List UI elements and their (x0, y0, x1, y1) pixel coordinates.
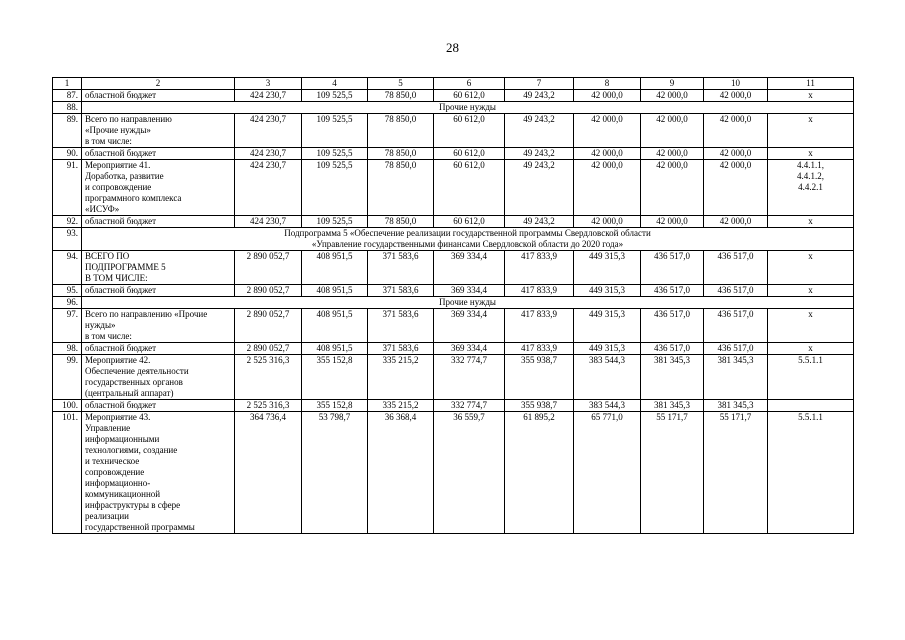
value-cell: 449 315,3 (574, 285, 641, 297)
table-row (53, 216, 854, 228)
value-cell: 364 736,4 (235, 412, 302, 534)
value-cell: 2 890 052,7 (235, 309, 302, 343)
value-cell: 36 559,7 (434, 412, 505, 534)
value-cell: 42 000,0 (704, 216, 768, 228)
item-name-line: ВСЕГО ПО (85, 251, 130, 261)
value-cell: 109 525,5 (302, 114, 368, 148)
reference-cell (768, 285, 854, 297)
column-header: 11 (768, 78, 854, 90)
value-cell: 60 612,0 (434, 90, 505, 102)
table-row (53, 251, 854, 285)
value-cell: 383 544,3 (574, 355, 641, 400)
value-cell: 436 517,0 (641, 309, 704, 343)
value-cell: 417 833,9 (505, 309, 574, 343)
value-cell: 449 315,3 (574, 309, 641, 343)
value-cell: 408 951,5 (302, 285, 368, 297)
item-name (82, 148, 235, 160)
value-cell: 60 612,0 (434, 148, 505, 160)
item-name-line: реализации (85, 511, 129, 521)
item-name-line: областной бюджет (85, 343, 157, 353)
table-row (53, 148, 854, 160)
column-header: 6 (434, 78, 505, 90)
value-cell: 449 315,3 (574, 251, 641, 285)
value-cell: 436 517,0 (641, 285, 704, 297)
value-cell: 335 215,2 (368, 400, 434, 412)
value-cell: 369 334,4 (434, 285, 505, 297)
item-name-line: информационными (85, 434, 160, 444)
item-name (82, 355, 235, 400)
reference-line: 4.4.2.1 (798, 182, 823, 192)
value-cell: 42 000,0 (574, 216, 641, 228)
value-cell: 42 000,0 (704, 148, 768, 160)
value-cell: 2 890 052,7 (235, 343, 302, 355)
item-name-line: в том числе: (85, 136, 132, 146)
row-number: 93. (53, 228, 82, 251)
value-cell: 42 000,0 (704, 114, 768, 148)
section-title-line: Подпрограмма 5 «Обеспечение реализации государственной программы Свердловской области (284, 228, 651, 238)
value-cell: 381 345,3 (641, 400, 704, 412)
item-name-line: государственной программы (85, 522, 195, 532)
value-cell: 42 000,0 (704, 90, 768, 102)
value-cell: 55 171,7 (704, 412, 768, 534)
reference-line: 4.4.1.1, (797, 160, 824, 170)
row-number: 92. (53, 216, 82, 228)
item-name-line: государственных органов (85, 377, 183, 387)
value-cell: 369 334,4 (434, 343, 505, 355)
value-cell: 42 000,0 (574, 160, 641, 216)
item-name (82, 343, 235, 355)
value-cell: 369 334,4 (434, 309, 505, 343)
table-row (53, 355, 854, 400)
value-cell: 60 612,0 (434, 216, 505, 228)
item-name (82, 160, 235, 216)
item-name-line: областной бюджет (85, 148, 157, 158)
table-row (53, 412, 854, 534)
reference-line: 5.5.1.1 (798, 355, 823, 365)
column-header: 3 (235, 78, 302, 90)
value-cell: 436 517,0 (704, 309, 768, 343)
item-name-line: ПОДПРОГРАММЕ 5 (85, 262, 166, 272)
column-header: 4 (302, 78, 368, 90)
table-row (53, 309, 854, 343)
reference-cell (768, 148, 854, 160)
value-cell: 424 230,7 (235, 216, 302, 228)
value-cell: 332 774,7 (434, 355, 505, 400)
row-number: 91. (53, 160, 82, 216)
value-cell: 417 833,9 (505, 343, 574, 355)
table-row (53, 114, 854, 148)
value-cell: 109 525,5 (302, 148, 368, 160)
value-cell: 417 833,9 (505, 251, 574, 285)
column-header: 2 (82, 78, 235, 90)
value-cell: 42 000,0 (641, 90, 704, 102)
reference-cell (768, 114, 854, 148)
value-cell: 381 345,3 (704, 355, 768, 400)
value-cell: 42 000,0 (704, 160, 768, 216)
reference-line: x (808, 285, 813, 295)
value-cell: 42 000,0 (641, 216, 704, 228)
value-cell: 417 833,9 (505, 285, 574, 297)
reference-line: 5.5.1.1 (798, 412, 823, 422)
value-cell: 78 850,0 (368, 90, 434, 102)
item-name-line: Мероприятие 43. (85, 412, 151, 422)
value-cell: 436 517,0 (641, 343, 704, 355)
item-name-line: информационно- (85, 478, 151, 488)
column-header: 8 (574, 78, 641, 90)
item-name-line: В ТОМ ЧИСЛЕ: (85, 273, 148, 283)
reference-cell (768, 412, 854, 534)
item-name-line: Мероприятие 42. (85, 355, 151, 365)
value-cell: 381 345,3 (641, 355, 704, 400)
section-title (82, 228, 854, 251)
column-header: 1 (53, 78, 82, 90)
value-cell: 60 612,0 (434, 114, 505, 148)
column-header: 10 (704, 78, 768, 90)
value-cell: 408 951,5 (302, 251, 368, 285)
item-name-line: Обеспечение деятельности (85, 366, 189, 376)
value-cell: 109 525,5 (302, 90, 368, 102)
value-cell: 65 771,0 (574, 412, 641, 534)
budget-table (52, 77, 854, 534)
value-cell: 371 583,6 (368, 285, 434, 297)
value-cell: 424 230,7 (235, 148, 302, 160)
item-name (82, 216, 235, 228)
value-cell: 61 895,2 (505, 412, 574, 534)
item-name-line: программного комплекса (85, 193, 182, 203)
value-cell: 55 171,7 (641, 412, 704, 534)
value-cell: 355 938,7 (505, 400, 574, 412)
value-cell: 424 230,7 (235, 114, 302, 148)
reference-line: x (808, 114, 813, 124)
table-row (53, 400, 854, 412)
item-name-line: и сопровождение (85, 182, 152, 192)
item-name-line: сопровождение (85, 467, 145, 477)
item-name (82, 90, 235, 102)
row-number: 89. (53, 114, 82, 148)
value-cell: 424 230,7 (235, 90, 302, 102)
item-name-line: в том числе: (85, 331, 132, 341)
section-title-line: Прочие нужды (439, 297, 496, 307)
value-cell: 355 152,8 (302, 355, 368, 400)
item-name-line: областной бюджет (85, 400, 157, 410)
value-cell: 2 525 316,3 (235, 355, 302, 400)
item-name-line: коммуникационной (85, 489, 161, 499)
table-row (53, 160, 854, 216)
item-name-line: Мероприятие 41. (85, 160, 151, 170)
value-cell: 449 315,3 (574, 343, 641, 355)
item-name-line: областной бюджет (85, 285, 157, 295)
row-number: 101. (53, 412, 82, 534)
value-cell: 78 850,0 (368, 114, 434, 148)
section-title-line: «Управление государственными финансами Свердловской области до 2020 года» (311, 239, 624, 249)
reference-line: 4.4.1.2, (797, 171, 824, 181)
reference-line: x (808, 343, 813, 353)
row-number: 99. (53, 355, 82, 400)
value-cell: 436 517,0 (704, 251, 768, 285)
item-name (82, 412, 235, 534)
value-cell: 109 525,5 (302, 216, 368, 228)
row-number: 87. (53, 90, 82, 102)
value-cell: 436 517,0 (641, 251, 704, 285)
item-name-line: Управление (85, 423, 131, 433)
column-header: 5 (368, 78, 434, 90)
value-cell: 436 517,0 (704, 285, 768, 297)
item-name (82, 251, 235, 285)
value-cell: 49 243,2 (505, 160, 574, 216)
value-cell: 355 938,7 (505, 355, 574, 400)
row-number: 90. (53, 148, 82, 160)
value-cell: 53 798,7 (302, 412, 368, 534)
item-name-line: «ИСУФ» (85, 204, 120, 214)
value-cell: 408 951,5 (302, 309, 368, 343)
value-cell: 408 951,5 (302, 343, 368, 355)
reference-cell (768, 251, 854, 285)
value-cell: 49 243,2 (505, 114, 574, 148)
value-cell: 49 243,2 (505, 216, 574, 228)
value-cell: 381 345,3 (704, 400, 768, 412)
reference-line: x (808, 148, 813, 158)
reference-cell (768, 343, 854, 355)
reference-line: x (808, 251, 813, 261)
row-number: 100. (53, 400, 82, 412)
reference-cell (768, 400, 854, 412)
value-cell: 42 000,0 (574, 148, 641, 160)
row-number: 94. (53, 251, 82, 285)
item-name-line: инфраструктуры в сфере (85, 500, 181, 510)
table-row (53, 343, 854, 355)
value-cell: 78 850,0 (368, 148, 434, 160)
value-cell: 36 368,4 (368, 412, 434, 534)
value-cell: 42 000,0 (574, 90, 641, 102)
item-name-line: областной бюджет (85, 216, 157, 226)
item-name-line: нужды» (85, 320, 116, 330)
column-header: 7 (505, 78, 574, 90)
value-cell: 2 890 052,7 (235, 285, 302, 297)
item-name-line: Доработка, развитие (85, 171, 164, 181)
item-name-line: Всего по направлению «Прочие (85, 309, 208, 319)
value-cell: 42 000,0 (641, 160, 704, 216)
reference-cell (768, 90, 854, 102)
reference-cell (768, 355, 854, 400)
section-row (53, 228, 854, 251)
value-cell: 49 243,2 (505, 148, 574, 160)
value-cell: 109 525,5 (302, 160, 368, 216)
value-cell: 42 000,0 (641, 148, 704, 160)
reference-line: x (808, 309, 813, 319)
value-cell: 371 583,6 (368, 251, 434, 285)
value-cell: 78 850,0 (368, 160, 434, 216)
item-name (82, 114, 235, 148)
section-row (53, 297, 854, 309)
value-cell: 383 544,3 (574, 400, 641, 412)
row-number: 95. (53, 285, 82, 297)
value-cell: 371 583,6 (368, 343, 434, 355)
column-header: 9 (641, 78, 704, 90)
row-number: 98. (53, 343, 82, 355)
value-cell: 436 517,0 (704, 343, 768, 355)
value-cell: 42 000,0 (574, 114, 641, 148)
page-number: 28 (446, 40, 459, 55)
item-name-line: Всего по направлению (85, 114, 172, 124)
item-name (82, 309, 235, 343)
section-title (82, 102, 854, 114)
table-row (53, 90, 854, 102)
value-cell: 424 230,7 (235, 160, 302, 216)
section-title-line: Прочие нужды (439, 102, 496, 112)
row-number: 97. (53, 309, 82, 343)
row-number: 96. (53, 297, 82, 309)
value-cell: 42 000,0 (641, 114, 704, 148)
table-row (53, 285, 854, 297)
value-cell: 371 583,6 (368, 309, 434, 343)
value-cell: 332 774,7 (434, 400, 505, 412)
value-cell: 78 850,0 (368, 216, 434, 228)
row-number: 88. (53, 102, 82, 114)
column-number-row (53, 78, 854, 90)
item-name-line: областной бюджет (85, 90, 157, 100)
section-row (53, 102, 854, 114)
value-cell: 369 334,4 (434, 251, 505, 285)
item-name-line: и техническое (85, 456, 140, 466)
value-cell: 49 243,2 (505, 90, 574, 102)
value-cell: 2 525 316,3 (235, 400, 302, 412)
item-name-line: «Прочие нужды» (85, 125, 151, 135)
value-cell: 2 890 052,7 (235, 251, 302, 285)
reference-cell (768, 160, 854, 216)
item-name-line: (центральный аппарат) (85, 388, 174, 398)
reference-line: x (808, 90, 813, 100)
section-title (82, 297, 854, 309)
reference-cell (768, 309, 854, 343)
item-name (82, 400, 235, 412)
item-name-line: технологиями, создание (85, 445, 178, 455)
item-name (82, 285, 235, 297)
reference-line: x (808, 216, 813, 226)
value-cell: 60 612,0 (434, 160, 505, 216)
reference-cell (768, 216, 854, 228)
value-cell: 335 215,2 (368, 355, 434, 400)
value-cell: 355 152,8 (302, 400, 368, 412)
